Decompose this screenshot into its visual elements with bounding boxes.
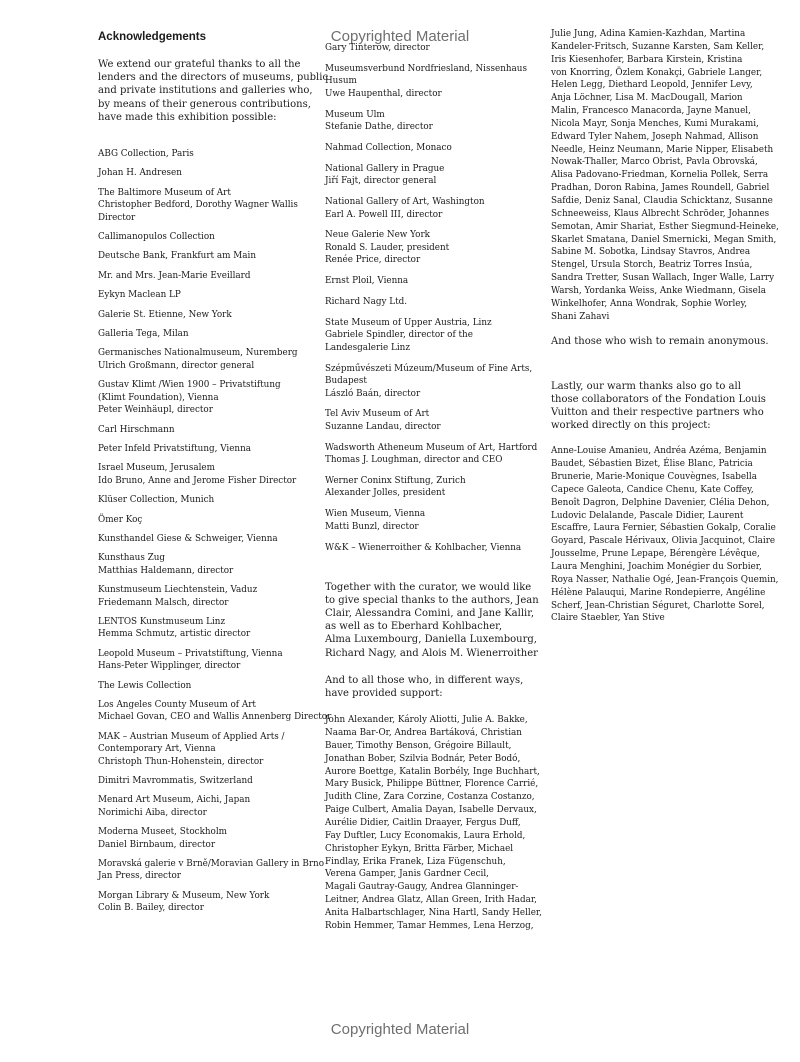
text-line: Anja Löchner, Lisa M. MacDougall, Marion — [551, 93, 743, 104]
text-line: Stengel, Ursula Storch, Beatriz Torres Insúa, — [551, 260, 753, 271]
lender-detail: Ulrich Großmann, director general — [98, 360, 255, 371]
text-line: Anne-Louise Amanieu, Andréa Azéma, Benjamin — [551, 446, 767, 457]
lender-detail: Suzanne Landau, director — [325, 421, 441, 432]
lender-name: Menard Art Museum, Aichi, Japan — [98, 795, 251, 806]
lender-entry — [325, 442, 537, 467]
text-line: Warsh, Yordanka Weiss, Anke Wiedmann, Gisela — [551, 285, 766, 296]
lender-name: Germanisches Nationalmuseum, Nuremberg — [98, 348, 298, 359]
text-line: Edward Tyler Nahem, Joseph Nahmad, Allison — [551, 131, 759, 142]
lender-name: Werner Coninx Stiftung, Zurich — [325, 476, 466, 487]
lender-entry — [98, 775, 320, 787]
lender-name: Carl Hirschmann — [98, 424, 175, 435]
lender-name: Ernst Ploil, Vienna — [325, 276, 409, 287]
text-line: Hélène Palauqui, Marine Rondepierre, Angéline — [551, 587, 766, 598]
text-line: Naama Bar-Or, Andrea Bartáková, Christian — [325, 728, 522, 739]
lender-name: W&K – Wienerroither & Kohlbacher, Vienna — [325, 542, 522, 553]
lender-detail: Christoph Thun-Hohenstein, director — [98, 756, 264, 767]
lender-detail: Jan Press, director — [98, 871, 182, 882]
lender-entry — [98, 379, 320, 416]
lender-name: Neue Galerie New York — [325, 230, 430, 241]
lender-entry — [98, 347, 320, 372]
text-line: Escaffre, Laura Fernier, Sébastien Gokalp, Coralie — [551, 523, 776, 534]
lender-name: Museumsverbund Nordfriesland, Nissenhaus — [325, 63, 527, 74]
lender-detail: Jiří Fajt, director general — [325, 176, 437, 187]
text-line: Together with the curator, we would like — [325, 581, 532, 593]
lender-name: Leopold Museum – Privatstiftung, Vienna — [98, 648, 283, 659]
lender-detail: Landesgalerie Linz — [325, 342, 410, 353]
lender-detail: Husum — [325, 76, 357, 87]
lender-entry — [98, 148, 320, 160]
lender-name: Gary Tinterow, director — [325, 43, 430, 53]
text-line: lenders and the directors of museums, public — [98, 72, 329, 84]
watermark-top: Copyrighted Material — [330, 28, 470, 45]
lender-entry — [325, 109, 537, 134]
text-line: Nicola Mayr, Sonja Menches, Kumi Murakami, — [551, 118, 759, 129]
lenders-list-continued — [325, 42, 537, 554]
lender-entry — [98, 680, 320, 692]
lender-detail: Hemma Schmutz, artistic director — [98, 629, 251, 640]
lender-entry — [98, 826, 320, 851]
lender-detail: Norimichi Aiba, director — [98, 807, 207, 818]
text-line: worked directly on this project: — [551, 420, 711, 432]
lender-entry — [98, 552, 320, 577]
text-line: And to all those who, in different ways, — [325, 674, 524, 686]
text-line: Jousselme, Prune Lepape, Bérengère Lévêque, — [551, 549, 760, 560]
text-line: Baudet, Sébastien Bizet, Élise Blanc, Patricia — [551, 459, 753, 470]
lender-detail: Renée Price, director — [325, 255, 421, 266]
text-line: Helen Legg, Diethard Leopold, Jennifer Levy, — [551, 80, 753, 91]
text-line: Pradhan, Doron Rabina, James Roundell, Gabriel — [551, 183, 770, 194]
lender-detail: Matthias Haldemann, director — [98, 565, 234, 576]
lender-entry — [98, 648, 320, 673]
lender-name: Wien Museum, Vienna — [325, 509, 426, 520]
text-line: Anita Halbartschlager, Nina Hartl, Sandy Heller, — [325, 907, 542, 918]
lender-name: Wadsworth Atheneum Museum of Art, Hartford — [325, 442, 538, 453]
text-line: Aurélie Didier, Caitlin Draayer, Fergus Duff, — [325, 817, 521, 828]
lender-entry — [98, 231, 320, 243]
lender-name: The Baltimore Museum of Art — [98, 187, 231, 198]
lender-entry — [98, 167, 320, 179]
text-line: Bauer, Timothy Benson, Grégoire Billault, — [325, 740, 512, 751]
lender-name: Dimitri Mavrommatis, Switzerland — [98, 776, 253, 787]
text-line: and private institutions and galleries who, — [98, 85, 313, 97]
lender-name: Szépművészeti Múzeum/Museum of Fine Arts, — [325, 363, 533, 374]
text-line: Julie Jung, Adina Kamien-Kazhdan, Martina — [551, 29, 746, 39]
lender-name: Callimanopulos Collection — [98, 232, 215, 243]
lender-name: Gustav Klimt /Wien 1900 – Privatstiftung — [98, 380, 281, 391]
column-3 — [551, 28, 779, 625]
lender-entry — [98, 250, 320, 262]
lender-entry — [98, 270, 320, 282]
lender-detail: Friedemann Malsch, director — [98, 597, 229, 608]
lender-entry — [98, 309, 320, 321]
lender-entry — [98, 533, 320, 545]
lender-name: Deutsche Bank, Frankfurt am Main — [98, 251, 256, 262]
lender-name: Kunsthaus Zug — [98, 553, 166, 564]
lender-name: Tel Aviv Museum of Art — [325, 409, 430, 420]
column-2 — [325, 28, 542, 933]
lender-name: Mr. and Mrs. Jean-Marie Eveillard — [98, 270, 251, 281]
lender-detail: Thomas J. Loughman, director and CEO — [325, 455, 503, 466]
lender-name: MAK – Austrian Museum of Applied Arts / — [98, 731, 285, 742]
lender-entry — [98, 424, 320, 436]
lender-name: Kunsthandel Giese & Schweiger, Vienna — [98, 533, 278, 544]
lender-detail: Stefanie Dathe, director — [325, 122, 433, 133]
text-line: Skarlet Smatana, Daniel Smernicki, Megan Smith, — [551, 234, 777, 245]
lastly-paragraph — [551, 380, 769, 433]
text-line: John Alexander, Károly Aliotti, Julie A. Bakke, — [325, 715, 528, 726]
text-line: have provided support: — [325, 688, 443, 700]
text-line: Alisa Padovano-Friedman, Kornelia Pollek, Serra — [551, 170, 769, 181]
lender-name: LENTOS Kunstmuseum Linz — [98, 616, 226, 627]
column-1 — [98, 28, 332, 922]
lender-detail: Ido Bruno, Anne and Jerome Fisher Director — [98, 475, 297, 486]
lender-entry — [98, 289, 320, 301]
text-line: Verena Gamper, Janis Gardner Cecil, — [325, 869, 489, 880]
text-line: Alma Luxembourg, Daniella Luxembourg, — [325, 634, 537, 646]
lender-entry — [98, 890, 320, 915]
text-line: Jonathan Bober, Szilvia Bodnár, Peter Bodó, — [325, 753, 521, 764]
text-line: Robin Hemmer, Tamar Hemmes, Lena Herzog, — [325, 920, 534, 931]
text-line: Leitner, Andrea Glatz, Allan Green, Irith Hadar, — [325, 895, 537, 906]
lender-detail: Daniel Birnbaum, director — [98, 839, 216, 850]
text-line: to give special thanks to the authors, Jean — [325, 594, 539, 606]
lender-detail: Alexander Jolles, president — [325, 488, 446, 499]
lender-entry — [325, 229, 537, 266]
text-line: Clair, Alessandra Comini, and Jane Kallir, — [325, 608, 535, 619]
text-line: Scherf, Jean-Christian Séguret, Charlotte Sorel, — [551, 600, 765, 611]
text-line: Winkelhofer, Anna Wondrak, Sophie Worley, — [551, 298, 748, 309]
lender-detail: (Klimt Foundation), Vienna — [98, 392, 219, 403]
lender-detail: Gabriele Spindler, director of the — [325, 330, 473, 341]
lender-entry — [325, 275, 537, 287]
text-line: Capece Galeota, Candice Chenu, Kate Coffey, — [551, 484, 754, 495]
lender-name: Moravská galerie v Brně/Moravian Gallery in Brno — [98, 859, 325, 870]
text-line: Vuitton and their respective partners who — [551, 407, 764, 419]
lender-entry — [98, 616, 320, 641]
lender-detail: Hans-Peter Wipplinger, director — [98, 661, 241, 672]
text-line: those collaborators of the Fondation Louis — [551, 393, 766, 405]
lender-name: State Museum of Upper Austria, Linz — [325, 318, 492, 328]
lender-name: National Gallery of Art, Washington — [325, 197, 485, 208]
lender-entry — [98, 328, 320, 340]
lender-detail: Peter Weinhäupl, director — [98, 405, 213, 416]
text-line: von Knorring, Özlem Konakçi, Gabriele Langer, — [551, 67, 763, 78]
lender-detail: Contemporary Art, Vienna — [98, 744, 216, 755]
lender-entry — [325, 475, 537, 500]
lender-name: Kunstmuseum Liechtenstein, Vaduz — [98, 585, 258, 596]
lender-name: Museum Ulm — [325, 109, 385, 120]
text-line: Needle, Heinz Neumann, Marie Nipper, Elisabeth — [551, 144, 774, 155]
support-names-continued — [551, 28, 779, 323]
watermark-bottom: Copyrighted Material — [330, 1021, 470, 1038]
text-line: Sabine M. Sobotka, Lindsay Stavros, Andrea — [551, 247, 751, 258]
text-line: Laura Menghini, Joachim Monégier du Sorbier, — [551, 562, 762, 573]
text-line: Christopher Eykyn, Britta Färber, Michael — [325, 843, 514, 854]
text-line: Iris Kiesenhofer, Barbara Kirstein, Kristina — [551, 54, 743, 65]
text-line: Judith Cline, Zara Corzine, Costanza Costanzo, — [325, 792, 535, 803]
text-line: Shani Zahavi — [551, 311, 610, 322]
text-line: Sandra Tretter, Susan Wallach, Inger Walle, Larry — [551, 273, 775, 284]
lender-entry — [325, 63, 537, 100]
text-line: Malin, Francesco Manacorda, Jayne Manuel, — [551, 106, 751, 117]
anonymous-note: And those who wish to remain anonymous. — [551, 336, 769, 348]
text-line: Goyard, Pascale Hérivaux, Olivia Jacquinot, Claire — [551, 536, 776, 547]
lender-name: ABG Collection, Paris — [98, 149, 194, 160]
lender-detail: Director — [98, 212, 136, 223]
text-line: Paige Culbert, Amalia Dayan, Isabelle Dervaux, — [325, 805, 537, 816]
text-line: as well as to Eberhard Kohlbacher, — [325, 621, 503, 633]
lender-entry — [98, 699, 332, 724]
lender-entry — [325, 363, 537, 400]
lender-name: Israel Museum, Jerusalem — [98, 463, 215, 474]
lender-entry — [98, 443, 320, 455]
lender-detail: Budapest — [325, 376, 367, 387]
lender-entry — [325, 408, 537, 433]
text-line: Aurore Boettge, Katalin Borbély, Inge Buchhart, — [325, 766, 540, 777]
lender-detail: Colin B. Bailey, director — [98, 903, 204, 914]
lender-name: Morgan Library & Museum, New York — [98, 890, 270, 901]
text-line: Roya Nasser, Nathalie Ogé, Jean-François Quemin, — [551, 574, 779, 585]
lender-name: Galleria Tega, Milan — [98, 329, 189, 340]
lender-detail: László Baán, director — [325, 388, 421, 399]
lender-name: National Gallery in Prague — [325, 163, 445, 174]
text-line: Schneeweiss, Klaus Albrecht Schröder, Johannes — [551, 208, 770, 219]
lender-entry — [98, 584, 320, 609]
fondation-names — [551, 445, 779, 625]
lender-detail: Ronald S. Lauder, president — [325, 242, 450, 253]
lender-name: Eykyn Maclean LP — [98, 290, 181, 301]
lender-entry — [98, 494, 320, 506]
support-intro-paragraph — [325, 674, 537, 700]
lender-entry — [325, 42, 537, 54]
text-line: Findlay, Erika Franek, Liza Fügenschuh, — [325, 856, 506, 867]
text-line: by means of their generous contributions, — [98, 98, 311, 110]
text-line: Brunerie, Marie-Monique Couvègnes, Isabella — [551, 472, 757, 483]
text-line: Safdie, Deniz Sanal, Claudia Schicktanz, Susanne — [551, 195, 773, 206]
text-line: Ludovic Delalande, Pascale Didier, Laurent — [551, 510, 744, 521]
text-line: Benoît Dagron, Delphine Davenier, Clélia Dehon, — [551, 497, 770, 508]
text-line: Fay Duftler, Lucy Economakis, Laura Erhold, — [325, 830, 526, 841]
lender-name: Los Angeles County Museum of Art — [98, 700, 256, 711]
lender-entry — [325, 142, 537, 154]
lender-name: Johan H. Andresen — [98, 168, 182, 179]
text-line: Semotan, Amir Shariat, Esther Siegmund-Heineke, — [551, 221, 779, 232]
support-names — [325, 714, 542, 932]
lender-name: Nahmad Collection, Monaco — [325, 142, 452, 153]
text-line: Claire Staebler, Yan Stive — [551, 613, 665, 624]
text-line: Lastly, our warm thanks also go to all — [551, 380, 741, 392]
lender-entry — [98, 794, 320, 819]
lender-detail: Christopher Bedford, Dorothy Wagner Wallis — [98, 200, 298, 211]
text-line: Kandeler-Fritsch, Suzanne Karsten, Sam Keller, — [551, 41, 765, 52]
text-line: Magali Gautray-Gaugy, Andrea Glanninger- — [325, 882, 519, 893]
lenders-list — [98, 148, 332, 915]
lender-name: Peter Infeld Privatstiftung, Vienna — [98, 443, 252, 454]
lender-name: Galerie St. Etienne, New York — [98, 309, 232, 320]
lender-name: The Lewis Collection — [98, 680, 192, 691]
lender-detail: Earl A. Powell III, director — [325, 209, 443, 220]
lender-entry — [98, 514, 320, 526]
lender-entry — [325, 163, 537, 188]
lender-detail: Uwe Haupenthal, director — [325, 88, 442, 99]
intro-paragraph — [98, 58, 329, 124]
lender-detail: Matti Bunzl, director — [325, 521, 419, 532]
text-line: Richard Nagy, and Alois M. Wienerroither — [325, 647, 538, 659]
text-line: have made this exhibition possible: — [98, 111, 277, 123]
lender-entry — [325, 196, 537, 221]
lender-name: Klüser Collection, Munich — [98, 495, 215, 506]
curator-thanks-paragraph — [325, 581, 537, 660]
lender-name: Ömer Koç — [98, 514, 143, 525]
lender-entry — [98, 858, 325, 883]
lender-entry — [98, 187, 320, 224]
text-line: We extend our grateful thanks to all the — [98, 59, 301, 70]
lender-entry — [98, 731, 320, 768]
lender-name: Moderna Museet, Stockholm — [98, 827, 228, 838]
lender-name: Richard Nagy Ltd. — [325, 297, 408, 308]
lender-entry — [325, 542, 537, 554]
text-line: Mary Busick, Philippe Büttner, Florence Carrié, — [325, 779, 539, 790]
lender-entry — [325, 317, 537, 354]
lender-entry — [325, 508, 537, 533]
text-line: Nowak-Thaller, Marco Obrist, Pavla Obrovská, — [551, 157, 758, 168]
page-heading: Acknowledgements — [98, 31, 206, 43]
lender-entry — [98, 462, 320, 487]
lender-entry — [325, 296, 537, 308]
lender-detail: Michael Govan, CEO and Wallis Annenberg Director — [98, 712, 332, 723]
